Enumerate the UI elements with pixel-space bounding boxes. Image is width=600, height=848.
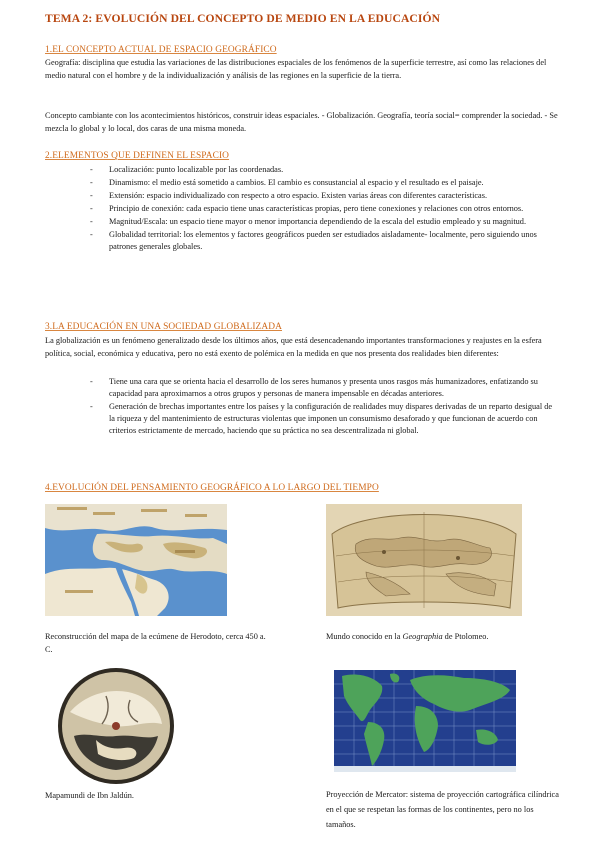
mercator-map-graphic	[334, 670, 516, 772]
ptolomeo-map-graphic	[326, 504, 522, 616]
section-1-paragraph-2: Concepto cambiante con los acontecimientos históricos, construir ideas espaciales. - Globalización. Geografía, teoría social= comprender la sociedad. - Se mezcla lo global y lo local, dos caras de una misma moneda.	[45, 111, 558, 133]
list-item: - Dinamismo: el medio está sometido a cambios. El cambio es consustancial al espacio y el resultado es el paisaje.	[90, 177, 560, 189]
list-item: - Magnitud/Escala: un espacio tiene mayor o menor importancia dependiendo de la escala del estudio empleado y su magnitud.	[90, 216, 560, 228]
section-4-heading: 4.EVOLUCIÓN DEL PENSAMIENTO GEOGRÁFICO A LO LARGO DEL TIEMPO	[45, 483, 379, 493]
herodoto-map-graphic	[45, 504, 227, 616]
ptolomeo-caption-pre: Mundo conocido en la	[326, 632, 403, 641]
list-item: - Generación de brechas importantes entre los países y la configuración de realidades muy dispares derivadas de un reparto desigual de la riqueza y del mantenimiento de estructuras violentas que imponen un consumismo desaforado y que funcionan de acuerdo con criterios estrictamente de mercado, haciendo que su práctica no sea descentralizada ni global.	[90, 401, 560, 437]
section-2-list	[90, 164, 560, 254]
section-3-paragraph: La globalización es un fenómeno generalizado desde los últimos años, que está desencadenando importantes transformaciones y reajustes en la esfera política, social, económica y educativa, pero no está exento de polémica en la medida en que nos presenta dos realidades bien diferentes:	[45, 336, 542, 358]
ptolomeo-caption-italic: Geographia	[402, 632, 443, 641]
list-item: - Extensión: espacio individualizado con respecto a otro espacio. Existen varias áreas con diferentes características.	[90, 190, 560, 202]
mercator-caption: Proyección de Mercator: sistema de proyección cartográfica cilíndrica en el que se respetan las formas de los continentes, pero no los tamaños.	[326, 790, 559, 829]
section-3-list	[90, 376, 560, 438]
jaldun-map-image	[46, 666, 186, 786]
list-item: - Tiene una cara que se orienta hacia el desarrollo de los seres humanos y presenta unos rasgos más humanizadores, enfatizando su capacidad para aproximarnos a otros grupos y personas de manera impensable en décadas anteriores.	[90, 376, 560, 400]
section-2-heading: 2.ELEMENTOS QUE DEFINEN EL ESPACIO	[45, 151, 230, 161]
section-1-heading: 1.EL CONCEPTO ACTUAL DE ESPACIO GEOGRÁFICO	[45, 45, 277, 55]
section-1-paragraph-1: Geografía: disciplina que estudia las variaciones de las distribuciones espaciales de los fenómenos de la superficie terrestre, así como las relaciones del medio natural con el hombre y de la individualización y análisis de las regiones en la superficie de la tierra.	[45, 58, 547, 80]
ptolomeo-map-image	[326, 504, 522, 616]
ptolomeo-caption	[326, 630, 566, 643]
jaldun-map-graphic	[46, 666, 186, 786]
list-item: - Localización: punto localizable por las coordenadas.	[90, 164, 560, 176]
ptolomeo-caption-post: de Ptolomeo.	[442, 632, 489, 641]
list-item: - Principio de conexión: cada espacio tiene unas características propias, pero tiene conexiones y relaciones con otros entornos.	[90, 203, 560, 215]
page-title: TEMA 2: EVOLUCIÓN DEL CONCEPTO DE MEDIO EN LA EDUCACIÓN	[45, 12, 441, 25]
list-item: - Globalidad territorial: los elementos y factores geográficos pueden ser estudiados aisladamente- localmente, pero siguiendo unos patrones generales globales.	[90, 229, 560, 253]
herodoto-caption: Reconstrucción del mapa de la ecúmene de Herodoto, cerca 450 a. C.	[45, 632, 266, 654]
mercator-map-image	[334, 670, 516, 772]
section-3-heading: 3.LA EDUCACIÓN EN UNA SOCIEDAD GLOBALIZADA	[45, 322, 282, 332]
herodoto-map-image	[45, 504, 227, 616]
jaldun-caption: Mapamundi de Ibn Jaldún.	[45, 791, 134, 800]
